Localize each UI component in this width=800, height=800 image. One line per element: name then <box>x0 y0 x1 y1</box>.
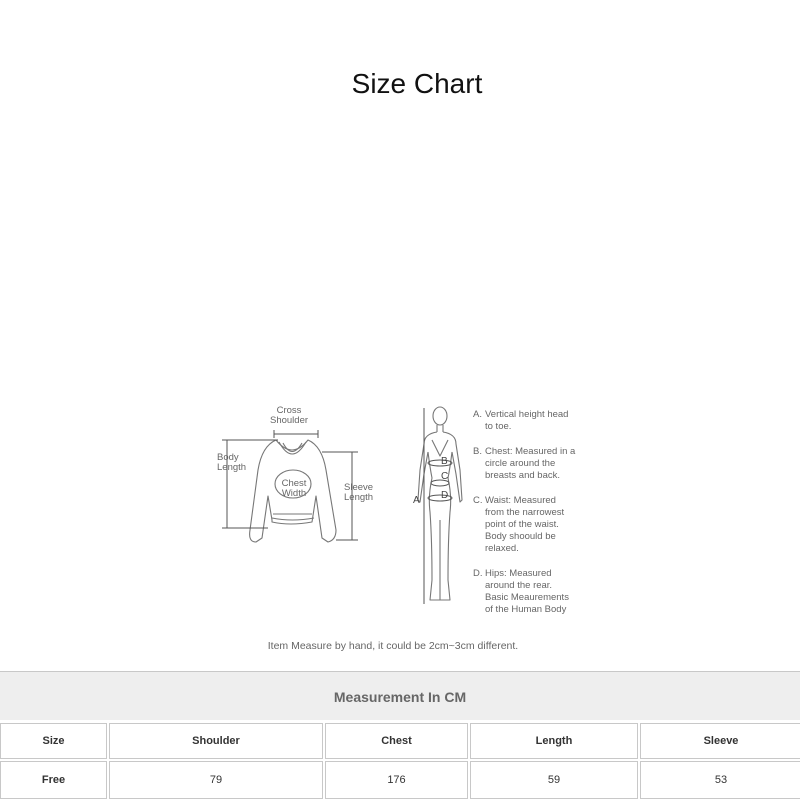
legend-c-line: point of the waist. <box>485 519 559 530</box>
label-sleeve-length-l1: Sleeve <box>344 482 374 493</box>
size-table <box>0 671 800 800</box>
body-illustration <box>418 407 462 600</box>
marker-a: A <box>413 495 420 506</box>
legend-c-line: Body shoould be <box>485 531 556 542</box>
page-title: Size Chart <box>351 68 483 99</box>
header-length: Length <box>470 723 638 759</box>
legend-key-b: B. <box>473 446 482 457</box>
legend-key-d: D. <box>473 568 483 579</box>
header-shoulder: Shoulder <box>109 723 323 759</box>
legend-b-line: breasts and back. <box>485 470 560 481</box>
label-cross-shoulder-l2: Shoulder <box>269 415 309 426</box>
measurement-note: Item Measure by hand, it could be 2cm~3cm different. <box>267 640 519 652</box>
label-chest-width-l2: Width <box>281 488 307 499</box>
legend-c-line: Waist: Measured <box>485 495 556 506</box>
cell-chest: 176 <box>325 761 468 799</box>
legend-a-line: Vertical height head <box>485 409 569 420</box>
cell-sleeve: 53 <box>640 761 800 799</box>
legend-key-c: C. <box>473 495 483 506</box>
marker-c: C <box>441 471 449 482</box>
label-sleeve-length <box>344 483 384 503</box>
legend-d-line: Basic Meaurements <box>485 592 569 603</box>
label-body-length-l2: Length <box>217 462 247 473</box>
label-sleeve-length-l2: Length <box>344 492 374 503</box>
legend-d-line: Hips: Measured <box>485 568 552 579</box>
legend-a-line: to toe. <box>485 421 512 432</box>
cell-shoulder: 79 <box>109 761 323 799</box>
legend-item-d <box>473 568 585 616</box>
legend-c-line: from the narrowest <box>485 507 565 518</box>
label-cross-shoulder-l1: Cross <box>276 405 302 416</box>
legend-d-line: around the rear. <box>485 580 553 591</box>
legend-d-line: of the Human Body <box>485 604 567 615</box>
label-chest-width <box>276 479 312 499</box>
header-sleeve: Sleeve <box>640 723 800 759</box>
marker-d: D <box>441 490 449 501</box>
cell-size: Free <box>0 761 107 799</box>
header-size: Size <box>0 723 107 759</box>
marker-b: B <box>441 456 448 467</box>
label-cross-shoulder <box>266 406 312 426</box>
legend-item-a <box>473 409 585 433</box>
table-caption-band <box>0 671 800 720</box>
label-body-length <box>217 453 257 473</box>
legend-item-b <box>473 446 585 482</box>
header-chest: Chest <box>325 723 468 759</box>
legend-key-a: A. <box>473 409 482 420</box>
cell-length: 59 <box>470 761 638 799</box>
label-body-length-l1: Body <box>217 452 239 463</box>
legend-b-line: circle around the <box>485 458 556 469</box>
legend-item-c <box>473 495 585 555</box>
legend-c-line: relaxed. <box>485 543 519 554</box>
legend-b-line: Chest: Measured in a <box>485 446 576 457</box>
table-caption: Measurement In CM <box>333 689 467 705</box>
table-grid <box>0 721 800 800</box>
label-chest-width-l1: Chest <box>281 478 307 489</box>
